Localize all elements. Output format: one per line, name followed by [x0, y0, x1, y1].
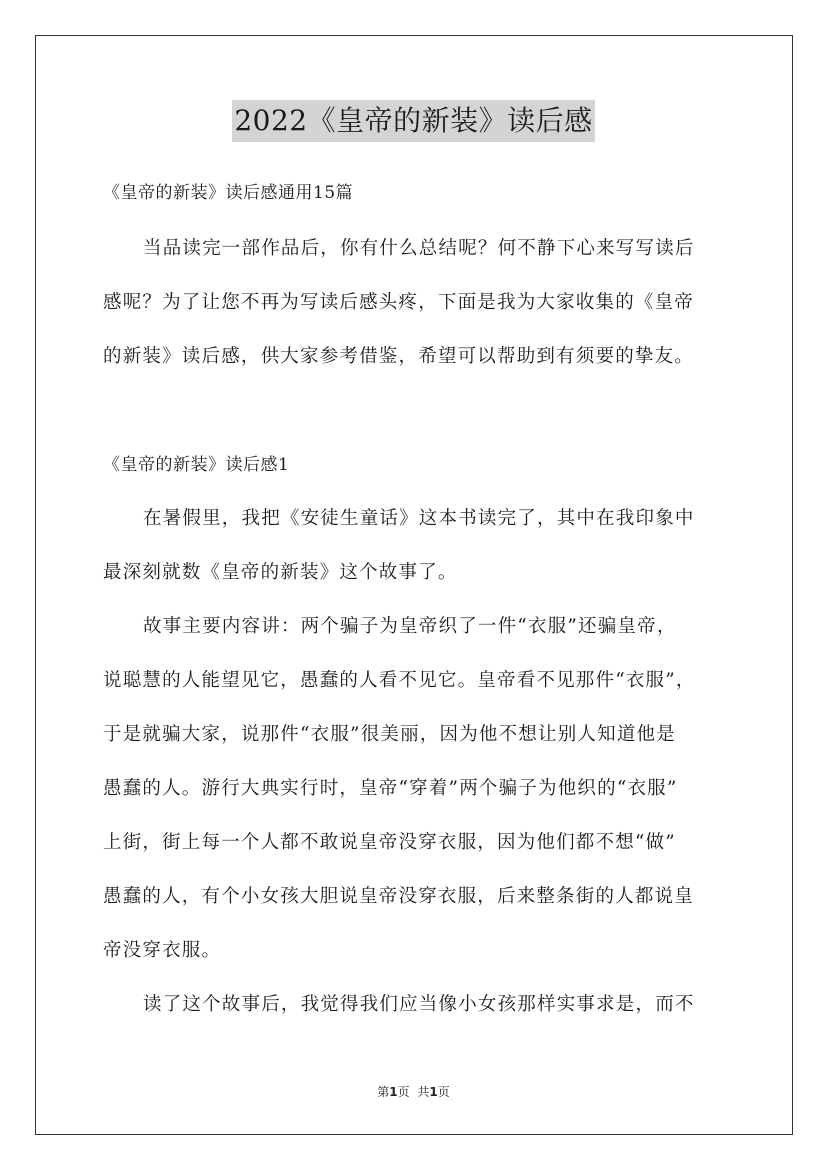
title-container — [0, 100, 827, 142]
footer-total-suffix: 页 — [437, 1085, 450, 1099]
intro-line: 感呢？为了让您不再为写读后感头疼，下面是我为大家收集的《皇帝 — [103, 292, 695, 313]
paragraph-line: 最深刻就数《皇帝的新装》这个故事了。 — [103, 562, 458, 583]
paragraph-line: 愚蠢的人，有个小女孩大胆说皇帝没穿衣服，后来整条街的人都说皇 — [103, 886, 695, 907]
intro-line: 当品读完一部作品后，你有什么总结呢？何不静下心来写写读后 — [143, 238, 695, 259]
paragraph-line: 上街，街上每一个人都不敢说皇帝没穿衣服，因为他们都不想“做” — [103, 832, 676, 853]
paragraph-line: 在暑假里，我把《安徒生童话》这本书读完了，其中在我印象中 — [143, 508, 695, 529]
paragraph-line: 愚蠢的人。游行大典实行时，皇帝“穿着”两个骗子为他织的“衣服” — [103, 778, 678, 799]
intro-line: 的新装》读后感，供大家参考借鉴，希望可以帮助到有须要的挚友。 — [103, 346, 695, 367]
footer-total-prefix: 共 — [417, 1085, 430, 1099]
paragraph-line: 读了这个故事后，我觉得我们应当像小女孩那样实事求是，而不 — [143, 994, 695, 1015]
footer-total-pages: 1 — [429, 1085, 438, 1099]
document-subtitle: 《皇帝的新装》读后感通用15篇 — [103, 183, 354, 203]
footer-page-suffix: 页 — [397, 1085, 410, 1099]
footer-page-number: 1 — [389, 1085, 398, 1099]
paragraph-line: 帝没穿衣服。 — [103, 940, 222, 961]
paragraph-line: 故事主要内容讲：两个骗子为皇帝织了一件“衣服”还骗皇帝， — [143, 616, 677, 637]
paragraph-line: 于是就骗大家，说那件“衣服”很美丽，因为他不想让别人知道他是 — [103, 724, 676, 745]
paragraph-line: 说聪慧的人能望见它，愚蠢的人看不见它。皇帝看不见那件“衣服”， — [103, 670, 696, 691]
footer-prefix: 第 — [377, 1085, 390, 1099]
section-heading: 《皇帝的新装》读后感1 — [103, 455, 290, 475]
document-title: 2022《皇帝的新装》读后感 — [232, 100, 594, 142]
page-footer — [0, 1083, 827, 1100]
